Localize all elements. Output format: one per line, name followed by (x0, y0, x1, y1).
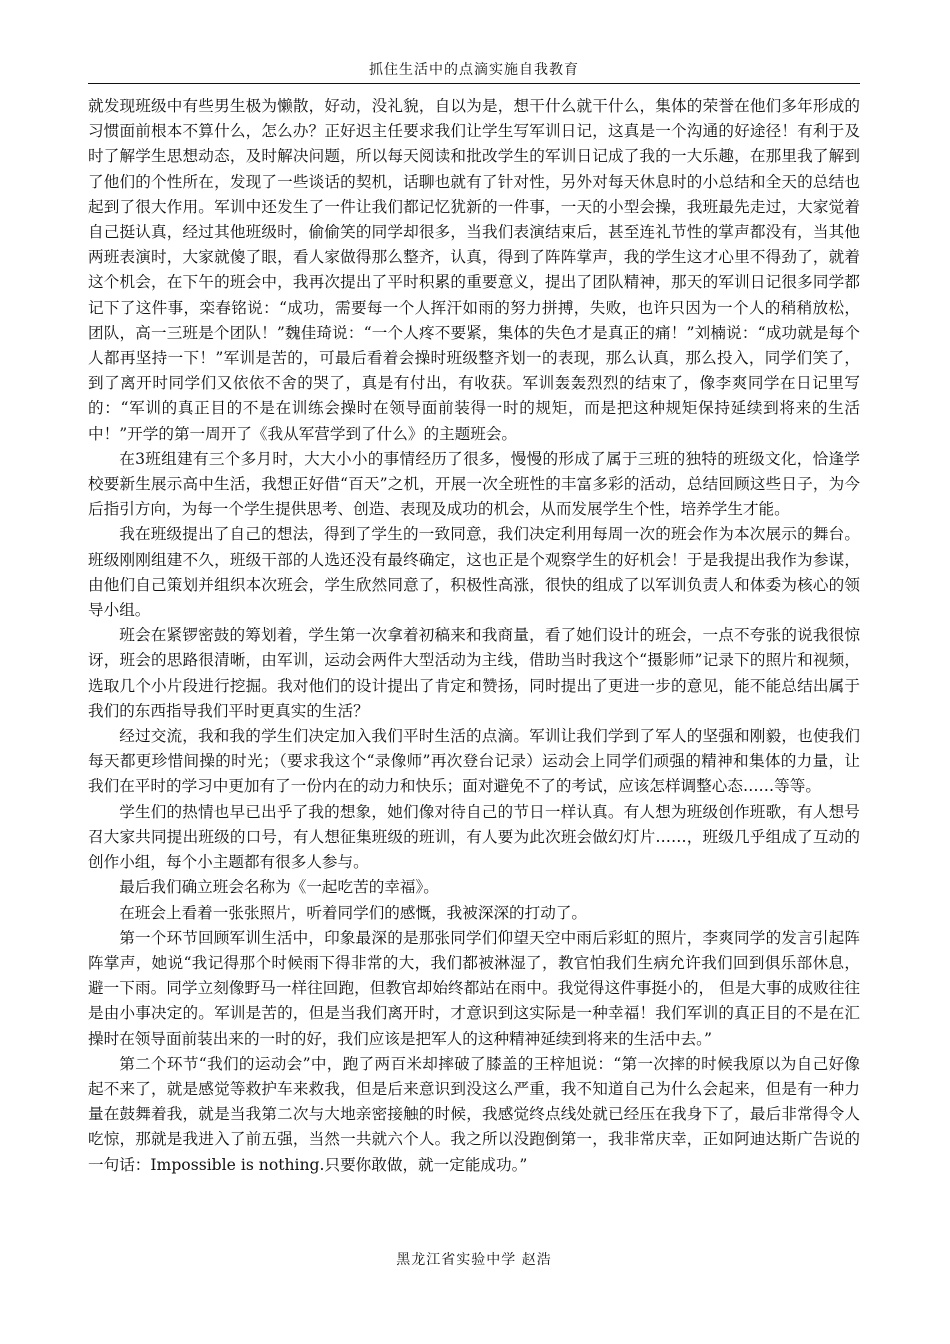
paragraph-meeting-title: 最后我们确立班会名称为《一起吃苦的幸福》。 (119, 878, 439, 897)
paragraph-hundred-days-activity: 在3班组建有三个多月时，大大小小的事情经历了很多，慢慢的形成了属于三班的独特的班级文化，恰逢学校要新生展示高中生活，我想正好借“百天”之机，开展一次全班性的丰富多彩的活动，总结回顾这些日子，为今后指引方向，为每一个学生提供思考、创造、表现及成功的机会，从而发展学生个性，培养学生才能。 (88, 449, 860, 519)
paragraph-class-meeting-plan: 我在班级提出了自己的想法，得到了学生的一致同意，我们决定利用每周一次的班会作为本次展示的舞台。班级刚刚组建不久，班级干部的人选还没有最终确定，这也正是个观察学生的好机会！于是我提出我作为参谋，由他们自己策划并组织本次班会，学生欣然同意了，积极性高涨，很快的组成了以军训负责人和体委为核心的领导小组。 (88, 525, 860, 620)
paragraph-daily-life: 经过交流，我和我的学生们决定加入我们平时生活的点滴。军训让我们学到了军人的坚强和刚毅，也使我们每天都更珍惜间操的时光；（要求我这个“录像师”再次登台记录）运动会上同学们顽强的精神和集体的力量，让我们在平时的学习中更加有了一份内在的动力和快乐；面对避免不了的考试，应该怎样调整心态……等等。 (88, 727, 860, 796)
paragraph-moved: 在班会上看着一张张照片，听着同学们的感慨，我被深深的打动了。 (119, 903, 588, 922)
paragraph-second-session: 第二个环节“我们的运动会”中，跑了两百米却摔破了膝盖的王梓旭说：“第一次摔的时候我原以为自己好像起不来了，就是感觉等救护车来救我，但是后来意识到没这么严重，我不知道自己为什么会起来，但是有一种力量在鼓舞着我，就是当我第二次与大地亲密接触的时候，我感觉终点线处就已经压在我身下了，最后非常得令人吃惊，那就是我进入了前五强，当然一共就六个人。我之所以没跑倒第一，我非常庆幸，正如阿迪达斯广告说的一句话：Impossible is nothing.只要你敢做，就一定能成功。” (88, 1054, 860, 1174)
paragraph-first-session: 第一个环节回顾军训生活中，印象最深的是那张同学们仰望天空中雨后彩虹的照片，李爽同学的发言引起阵阵掌声，她说“我记得那个时候雨下得非常的大，我们都被淋湿了，教官怕我们生病允许我们回到俱乐部休息，避一下雨。同学立刻像野马一样往回跑，但教官却始终都站在雨中。我觉得这件事挺小的， 但是大事的成败往往是由小事决定的。军训是苦的，但是当我们离开时，才意识到这实际是一种幸福！我们军训的真正目的不是在汇操时在领导面前装出来的一时的好，我们应该是把军人的这种精神延续到将来的生活中去。” (88, 928, 860, 1048)
footer-author: 黑龙江省实验中学 赵浩 (396, 1252, 552, 1268)
paragraph-student-enthusiasm: 学生们的热情也早已出乎了我的想象，她们像对待自己的节日一样认真。有人想为班级创作班歌，有人想号召大家共同提出班级的口号，有人想征集班级的班训，有人要为此次班会做幻灯片……，班级几乎组成了互动的创作小组，每个小主题都有很多人参与。 (88, 802, 860, 872)
paragraph-military-training-diary: 就发现班级中有些男生极为懒散，好动，没礼貌，自以为是，想干什么就干什么，集体的荣誉在他们多年形成的习惯面前根本不算什么，怎么办？正好迟主任要求我们让学生写军训日记，这真是一个沟通的好途径！有利于及时了解学生思想动态，及时解决问题，所以每天阅读和批改学生的军训日记成了我的一大乐趣，在那里我了解到了他们的个性所在，发现了一些谈话的契机，话聊也就有了针对性，另外对每天休息时的小总结和全天的总结也起到了很大作用。军训中还发生了一件让我们都记忆犹新的一件事，一天的小型会操，我班最先走过，大家觉着自己挺认真，经过其他班级时，偷偷笑的同学却很多，当我们表演结束后，甚至连礼节性的掌声都没有，当其他两班表演时，大家就傻了眼，看人家做得那么整齐，认真，得到了阵阵掌声，我的学生这才心里不得劲了，就着这个机会，在下午的班会中，我再次提出了平时积累的重要意义，提出了团队精神，那天的军训日记很多同学都记下了这件事，栾春铭说：“成功，需要每一个人挥汗如雨的努力拼搏，失败，也许只因为一个人的稍稍放松，团队，高一三班是个团队！”魏佳琦说：“一个人疼不要紧，集体的失色才是真正的痛！”刘楠说：“成功就是每个人都再坚持一下！”军训是苦的，可最后看着会操时班级整齐划一的表现，那么认真，那么投入，同学们笑了，到了离开时同学们又依依不舍的哭了，真是有付出，有收获。军训轰轰烈烈的结束了，像李爽同学在日记里写的：“军训的真正目的不是在训练会操时在领导面前装得一时的规矩，而是把这种规矩保持延续到将来的生活中！”开学的第一周开了《我从军营学到了什么》的主题班会。 (88, 97, 860, 443)
document-body (88, 94, 860, 1254)
running-header: 抓住生活中的点滴实施自我教育 (369, 62, 579, 78)
paragraph-first-draft: 班会在紧锣密鼓的筹划着，学生第一次拿着初稿来和我商量，看了她们设计的班会，一点不夸张的说我很惊讶，班会的思路很清晰，由军训，运动会两件大型活动为主线，借助当时我这个“摄影师”记录下的照片和视频，选取几个小片段进行挖掘。我对他们的设计提出了肯定和赞扬，同时提出了更进一步的意见，能不能总结出属于我们的东西指导我们平时更真实的生活？ (88, 626, 860, 720)
header-divider (88, 83, 860, 84)
